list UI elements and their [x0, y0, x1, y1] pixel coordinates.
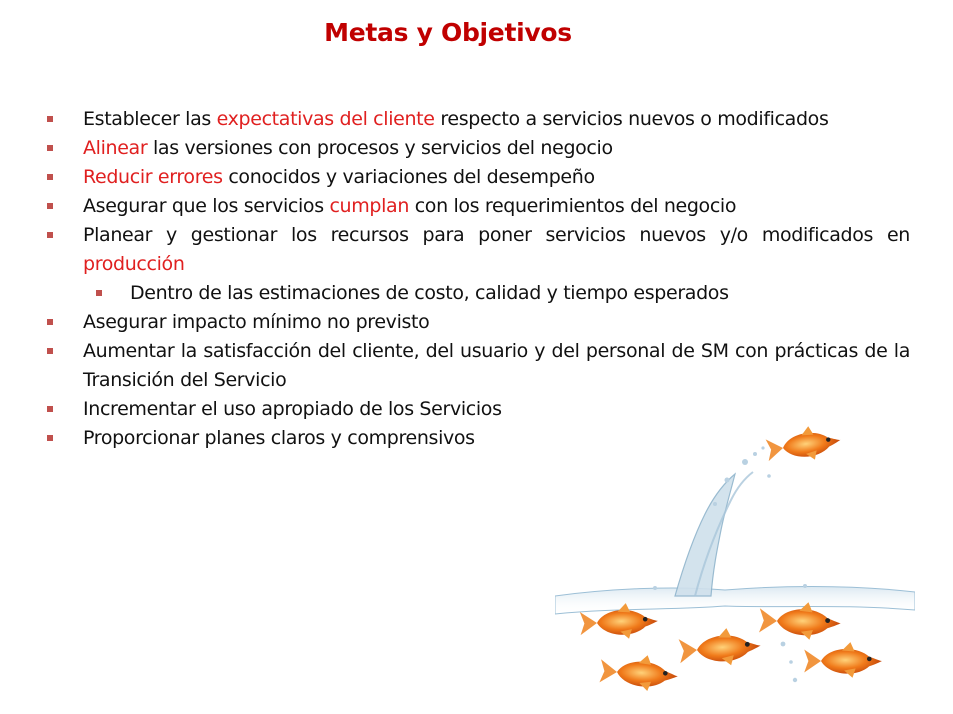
bullet-text: Aumentar la satisfacción del cliente, del usuario y del personal de SM con prácticas de la Transición del Servicio [83, 340, 910, 391]
highlight-text: expectativas del cliente [216, 108, 435, 130]
bullet-text: Proporcionar planes claros y comprensivos [83, 427, 475, 449]
bullet-item [83, 105, 910, 134]
slide-title: Metas y Objetivos [324, 18, 572, 47]
bullet-text: Incrementar el uso apropiado de los Servicios [83, 398, 502, 420]
bullet-item [83, 308, 910, 337]
square-bullet-icon [47, 319, 53, 325]
bullet-text: conocidos y variaciones del desempeño [222, 166, 595, 188]
square-bullet-icon [47, 232, 53, 238]
square-bullet-icon [47, 116, 53, 122]
bullet-text: Asegurar impacto mínimo no previsto [83, 311, 430, 333]
square-bullet-icon [47, 348, 53, 354]
bullet-text: respecto a servicios nuevos o modificados [434, 108, 829, 130]
goldfish-jumping-water-icon [555, 418, 915, 708]
bullet-text: Asegurar que los servicios [83, 195, 330, 217]
bullet-item [83, 192, 910, 221]
sub-bullet-item [130, 279, 890, 308]
highlight-text: Alinear [83, 137, 148, 159]
bullet-text: con los requerimientos del negocio [409, 195, 737, 217]
bullet-item [83, 337, 910, 395]
square-bullet-icon [47, 435, 53, 441]
square-bullet-icon [47, 203, 53, 209]
bullet-item [83, 163, 910, 192]
highlight-text: producción [83, 253, 185, 275]
square-bullet-icon [47, 174, 53, 180]
highlight-text: cumplan [329, 195, 410, 217]
bullet-item [83, 134, 910, 163]
bullet-text: las versiones con procesos y servicios del negocio [147, 137, 613, 159]
bullet-text: Planear y gestionar los recursos para poner servicios nuevos y/o modificados en [83, 224, 910, 246]
bullet-list [0, 105, 953, 453]
bullet-text: Establecer las [83, 108, 217, 130]
square-bullet-icon [47, 406, 53, 412]
square-bullet-icon [96, 290, 102, 296]
square-bullet-icon [47, 145, 53, 151]
bullet-text: Dentro de las estimaciones de costo, calidad y tiempo esperados [130, 282, 729, 304]
highlight-text: Reducir errores [83, 166, 223, 188]
bullet-item [83, 221, 910, 279]
